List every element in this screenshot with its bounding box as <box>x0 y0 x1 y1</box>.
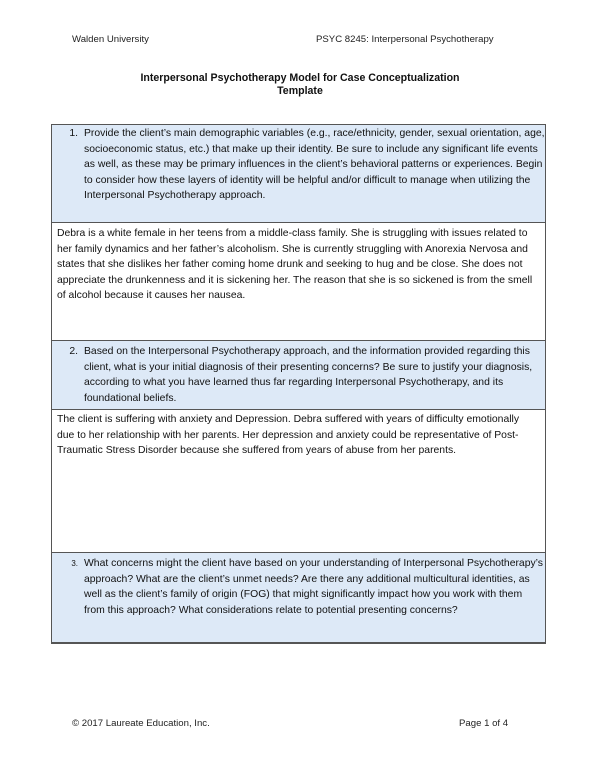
question-1-number: 1. <box>69 128 78 139</box>
question-3-cell <box>52 553 545 643</box>
title-line-1: Interpersonal Psychotherapy Model for Case Conceptualization <box>140 72 460 84</box>
question-3-text: What concerns might the client have based on your understanding of Interpersonal Psychotherapy’s approach? What are the client’s unmet needs? Are there any additional multicultural identities, as well as the client’s family of origin (FOG) that might significantly impact how you work with them from this approach? What considerations relate to potential presenting concerns? <box>84 558 543 616</box>
answer-2-cell[interactable] <box>52 410 545 553</box>
answer-1-text: Debra is a white female in her teens from a middle-class family. She is struggling with issues related to her family dynamics and her father’s alcoholism. She is currently struggling with Anorexia Nervosa and states that she dislikes her father coming home drunk and seeking to hug and be close. She does not appreciate the drunkenness and it is sickening her. The reason that she is so sickened is from the smell of alcohol because it causes her nausea. <box>57 228 533 302</box>
question-2-cell <box>52 341 545 410</box>
footer-page-number: Page 1 of 4 <box>459 718 509 729</box>
template-table <box>51 124 546 644</box>
title-line-2: Template <box>277 85 323 97</box>
document-title <box>60 72 540 98</box>
header-institution: Walden University <box>72 34 149 45</box>
question-3-number: 3. <box>71 559 78 568</box>
answer-2-text: The client is suffering with anxiety and Depression. Debra suffered with years of difficulty emotionally due to her relationship with her parents. Her depression and anxiety could be representative of Post-Traumatic Stress Disorder because she suffered from years of abuse from her parents. <box>57 414 520 457</box>
header-course: PSYC 8245: Interpersonal Psychotherapy <box>316 34 494 45</box>
question-1-cell <box>52 125 545 223</box>
footer-copyright: © 2017 Laureate Education, Inc. <box>72 718 210 729</box>
question-1-text: Provide the client’s main demographic variables (e.g., race/ethnicity, gender, sexual orientation, age, socioeconomic status, etc.) that make up their identity. Be sure to include any significant life events as well, as these may be primary influences in the client’s behavioral patterns or experiences. Begin to consider how these layers of identity will be helpful and/or difficult to manage when utilizing the Interpersonal Psychotherapy approach. <box>84 128 545 202</box>
answer-1-cell[interactable] <box>52 223 545 341</box>
question-2-text: Based on the Interpersonal Psychotherapy approach, and the information provided regarding this client, what is your initial diagnosis of their presenting concerns? Be sure to justify your diagnosis, according to what you have learned thus far regarding Interpersonal Psychotherapy, and its foundational beliefs. <box>84 346 533 404</box>
question-2-number: 2. <box>69 346 78 357</box>
